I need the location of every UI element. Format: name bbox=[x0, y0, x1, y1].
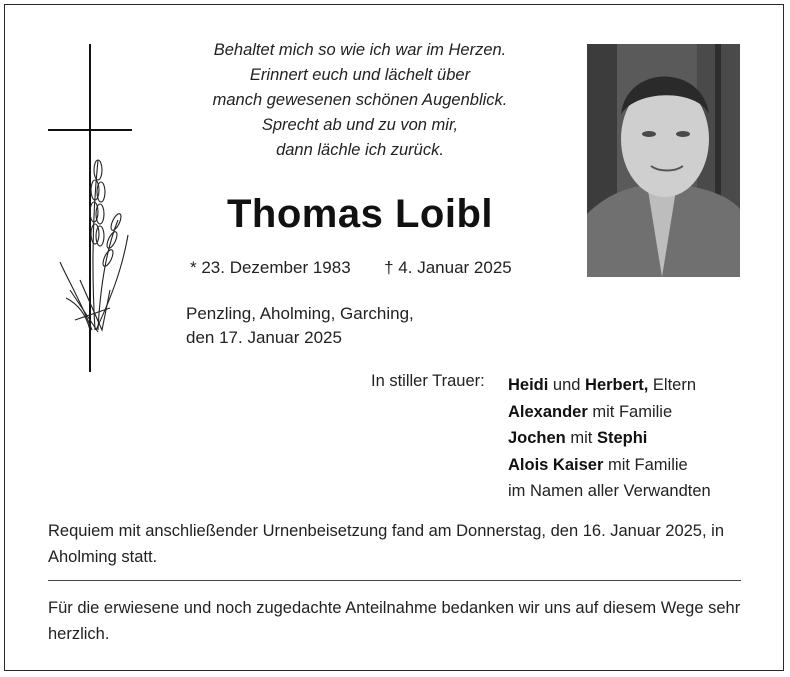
mourners-label: In stiller Trauer: bbox=[371, 372, 485, 390]
cross-with-wheat-icon bbox=[40, 40, 150, 380]
mourner-row bbox=[508, 372, 711, 399]
requiem-notice: Requiem mit anschließender Urnenbeisetzung fand am Donnerstag, den 16. Januar 2025, in Aholming statt. bbox=[48, 522, 724, 566]
divider bbox=[48, 580, 741, 581]
mourner-name: Heidi bbox=[508, 376, 549, 394]
birth-date: * 23. Dezember 1983 bbox=[190, 258, 351, 277]
place-and-date bbox=[186, 302, 414, 350]
mourner-row bbox=[508, 399, 711, 426]
poem-line: manch gewesenen schönen Augenblick. bbox=[212, 91, 508, 109]
memorial-poem bbox=[190, 38, 530, 163]
poem-line: Erinnert euch und lächelt über bbox=[249, 66, 471, 84]
relation-text: Eltern bbox=[648, 376, 697, 394]
relation-text: mit Familie bbox=[603, 455, 688, 474]
connector-text: und bbox=[548, 376, 586, 394]
mourner-name: Jochen bbox=[508, 429, 566, 447]
poem-line: Behaltet mich so wie ich war im Herzen. bbox=[213, 41, 507, 59]
death-date: † 4. Januar 2025 bbox=[384, 258, 512, 277]
life-dates bbox=[190, 258, 512, 278]
mourner-row bbox=[508, 425, 711, 452]
mourner-name: Stephi bbox=[596, 429, 648, 447]
mourner-name: Herbert, bbox=[585, 376, 649, 394]
connector-text: mit bbox=[565, 429, 597, 447]
thanks-notice: Für die erwiesene und noch zugedachte Anteilnahme bedanken wir uns auf diesem Wege sehr herzlich. bbox=[48, 599, 741, 643]
mourner-name: Alexander bbox=[508, 402, 588, 421]
mourner-row bbox=[508, 452, 711, 479]
mourner-row: im Namen aller Verwandten bbox=[508, 482, 711, 500]
portrait-photo bbox=[587, 44, 740, 277]
places-line: Penzling, Aholming, Garching, bbox=[186, 304, 414, 323]
relation-text: mit Familie bbox=[587, 402, 673, 421]
mourners-list bbox=[508, 372, 711, 505]
deceased-name: Thomas Loibl bbox=[227, 192, 493, 236]
mourner-name: Alois Kaiser bbox=[508, 455, 604, 474]
poem-line: dann lächle ich zurück. bbox=[276, 141, 444, 159]
date-line: den 17. Januar 2025 bbox=[186, 328, 342, 347]
poem-line: Sprecht ab und zu von mir, bbox=[261, 116, 459, 134]
